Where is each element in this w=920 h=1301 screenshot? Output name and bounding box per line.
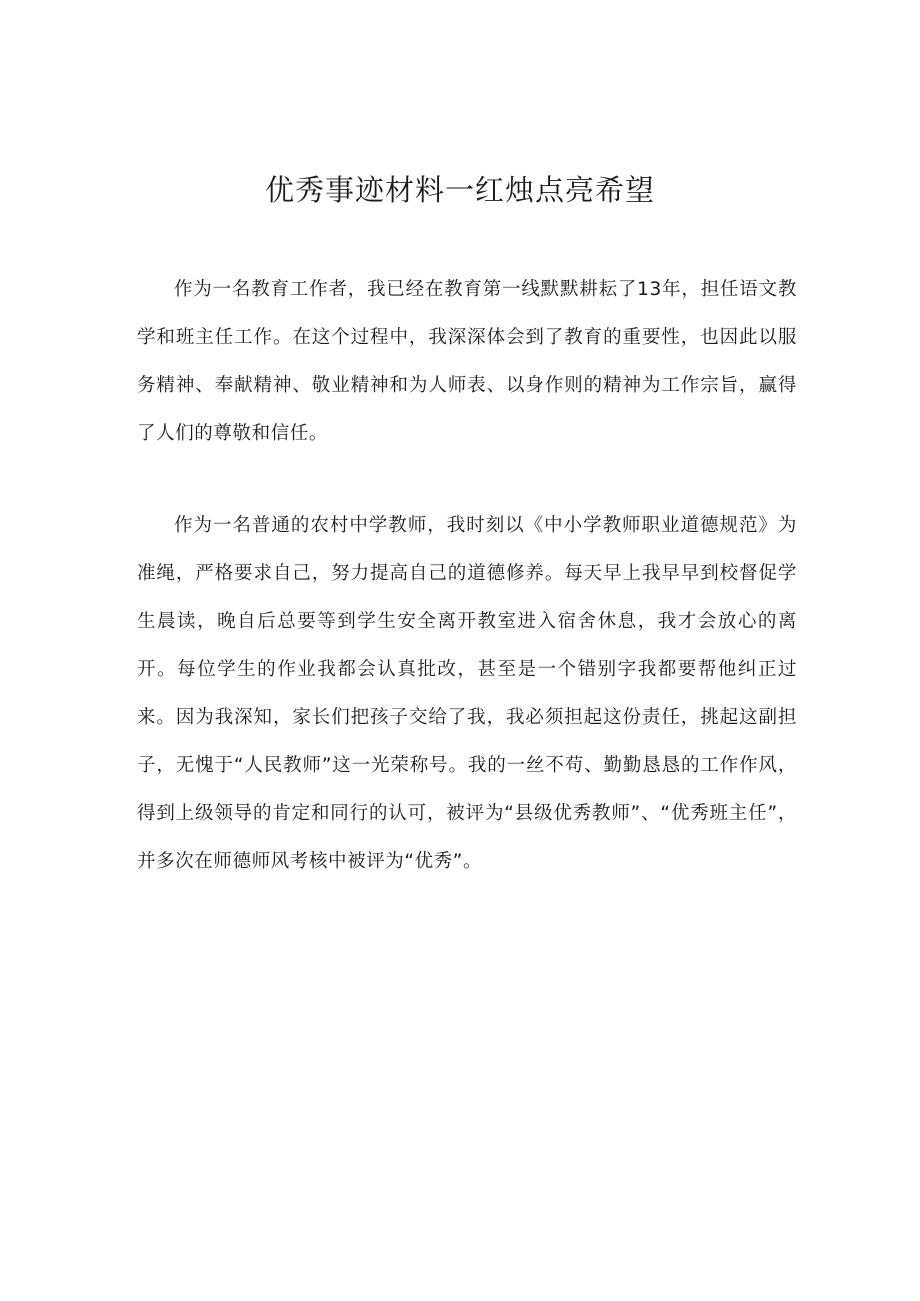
paragraph-2: 作为一名普通的农村中学教师，我时刻以《中小学教师职业道德规范》为准绳，严格要求自己，努力提高自己的道德修养。每天早上我早早到校督促学生晨读，晚自后总要等到学生安全离开教室进入宿舍休息，我才会放心的离开。每位学生的作业我都会认真批改，甚至是一个错别字我都要帮他纠正过来。因为我深知，家长们把孩子交给了我，我必须担起这份责任，挑起这副担子，无愧于“人民教师”这一光荣称号。我的一丝不苟、勤勤恳恳的工作作风，得到上级领导的肯定和同行的认可，被评为“县级优秀教师”、“优秀班主任”，并多次在师德师风考核中被评为“优秀”。 [137,515,797,872]
document-title: 优秀事迹材料一红烛点亮希望 [264,173,655,207]
paragraph-1: 作为一名教育工作者，我已经在教育第一线默默耕耘了13年，担任语文教学和班主任工作。在这个过程中，我深深体会到了教育的重要性，也因此以服务精神、奉献精神、敬业精神和为人师表、以身作则的精神为工作宗旨，赢得了人们的尊敬和信任。 [137,279,797,444]
